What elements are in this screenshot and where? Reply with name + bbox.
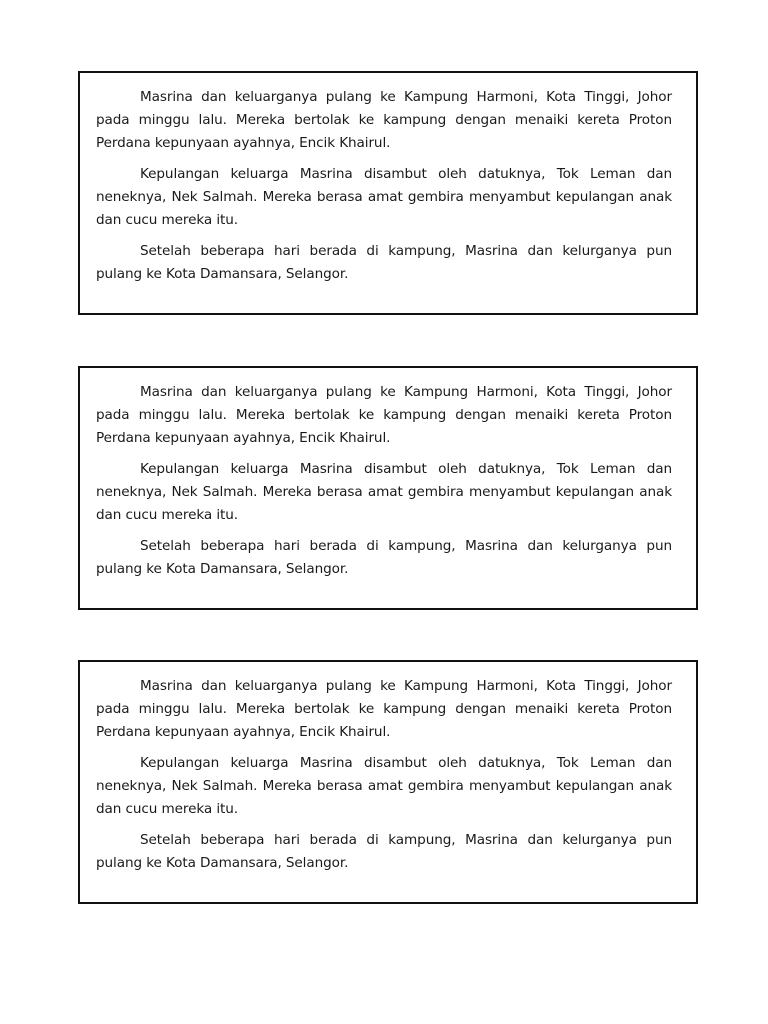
paragraph-3: Setelah beberapa hari berada di kampung, Masrina dan kelurganya pun pulang ke Kota Damansara, Selangor. bbox=[96, 243, 672, 282]
paragraph-1: Masrina dan keluarganya pulang ke Kampung Harmoni, Kota Tinggi, Johor pada minggu lalu. Mereka bertolak ke kampung dengan menaiki kereta Proton Perdana kepunyaan ayahnya, Encik Khairul. bbox=[96, 678, 672, 740]
paragraph-3: Setelah beberapa hari berada di kampung, Masrina dan kelurganya pun pulang ke Kota Damansara, Selangor. bbox=[96, 832, 672, 871]
paragraph-1: Masrina dan keluarganya pulang ke Kampung Harmoni, Kota Tinggi, Johor pada minggu lalu. Mereka bertolak ke kampung dengan menaiki kereta Proton Perdana kepunyaan ayahnya, Encik Khairul. bbox=[96, 384, 672, 446]
paragraph-2: Kepulangan keluarga Masrina disambut oleh datuknya, Tok Leman dan neneknya, Nek Salmah. Mereka berasa amat gembira menyambut kepulangan anak dan cucu mereka itu. bbox=[96, 461, 672, 523]
paragraph-2: Kepulangan keluarga Masrina disambut oleh datuknya, Tok Leman dan neneknya, Nek Salmah. Mereka berasa amat gembira menyambut kepulangan anak dan cucu mereka itu. bbox=[96, 166, 672, 228]
paragraph-3: Setelah beberapa hari berada di kampung, Masrina dan kelurganya pun pulang ke Kota Damansara, Selangor. bbox=[96, 538, 672, 577]
text-card-3 bbox=[78, 660, 698, 904]
paragraph-1: Masrina dan keluarganya pulang ke Kampung Harmoni, Kota Tinggi, Johor pada minggu lalu. Mereka bertolak ke kampung dengan menaiki kereta Proton Perdana kepunyaan ayahnya, Encik Khairul. bbox=[96, 89, 672, 151]
text-card-2 bbox=[78, 366, 698, 610]
text-card-1 bbox=[78, 71, 698, 315]
paragraph-2: Kepulangan keluarga Masrina disambut oleh datuknya, Tok Leman dan neneknya, Nek Salmah. Mereka berasa amat gembira menyambut kepulangan anak dan cucu mereka itu. bbox=[96, 755, 672, 817]
